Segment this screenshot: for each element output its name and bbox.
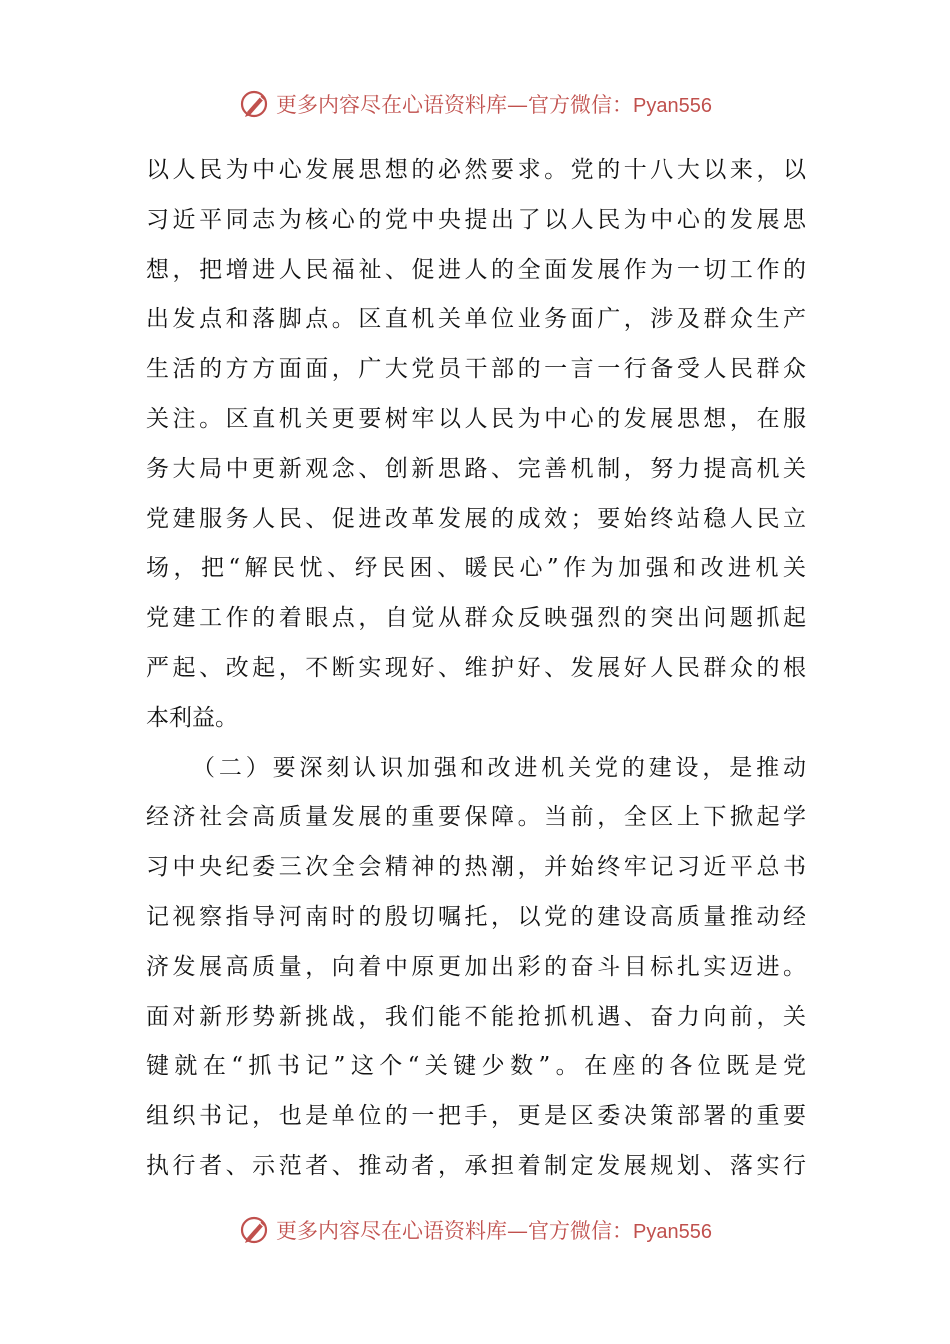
header-banner-text [276, 89, 712, 119]
text-line: 经济社会高质量发展的重要保障。当前，全区上下掀起学 [146, 804, 806, 831]
document-body [146, 146, 806, 1192]
text-line: 严起、改起，不断实现好、维护好、发展好人民群众的根 [146, 654, 806, 681]
text-line: 务大局中更新观念、创新思路、完善机制，努力提高机关 [146, 455, 806, 482]
text-line: 党建服务人民、促进改革发展的成效；要始终站稳人民立 [146, 505, 806, 532]
text-line: 关注。区直机关更要树牢以人民为中心的发展思想，在服 [146, 405, 806, 432]
text-line: （二）要深刻认识加强和改进机关党的建设，是推动 [192, 754, 806, 781]
text-line: 记视察指导河南时的殷切嘱托，以党的建设高质量推动经 [146, 903, 806, 930]
pen-logo-icon [238, 87, 272, 121]
header-banner [0, 82, 950, 126]
text-line: 场，把“解民忧、纾民困、暖民心”作为加强和改进机关 [146, 555, 806, 582]
text-line: 济发展高质量，向着中原更加出彩的奋斗目标扎实迈进。 [146, 953, 806, 980]
text-line: 组织书记，也是单位的一把手，更是区委决策部署的重要 [146, 1103, 806, 1130]
footer-wechat-id: Pyan556 [633, 1221, 712, 1243]
text-line: 习近平同志为核心的党中央提出了以人民为中心的发展思 [146, 206, 806, 233]
text-line: 习中央纪委三次全会精神的热潮，并始终牢记习近平总书 [146, 854, 806, 881]
text-line: 面对新形势新挑战，我们能不能抢抓机遇、奋力向前，关 [146, 1003, 806, 1030]
text-line: 键就在“抓书记”这个“关键少数”。在座的各位既是党 [146, 1053, 806, 1080]
text-line: 想，把增进人民福祉、促进人的全面发展作为一切工作的 [146, 256, 806, 283]
footer-banner-text [276, 1215, 712, 1245]
text-line: 本利益。 [146, 704, 238, 731]
pen-logo-icon [238, 1213, 272, 1247]
text-line: 执行者、示范者、推动者，承担着制定发展规划、落实行 [146, 1152, 806, 1179]
header-wechat-id: Pyan556 [633, 95, 712, 117]
text-line: 以人民为中心发展思想的必然要求。党的十八大以来，以 [146, 157, 806, 183]
header-banner-label: 更多内容尽在心语资料库—官方微信： [276, 93, 634, 117]
text-line: 党建工作的着眼点，自觉从群众反映强烈的突出问题抓起 [146, 605, 806, 632]
text-line: 出发点和落脚点。区直机关单位业务面广，涉及群众生产 [146, 306, 806, 333]
text-line: 生活的方方面面，广大党员干部的一言一行备受人民群众 [146, 356, 806, 383]
footer-banner-label: 更多内容尽在心语资料库—官方微信： [276, 1219, 634, 1243]
footer-banner [0, 1208, 950, 1252]
